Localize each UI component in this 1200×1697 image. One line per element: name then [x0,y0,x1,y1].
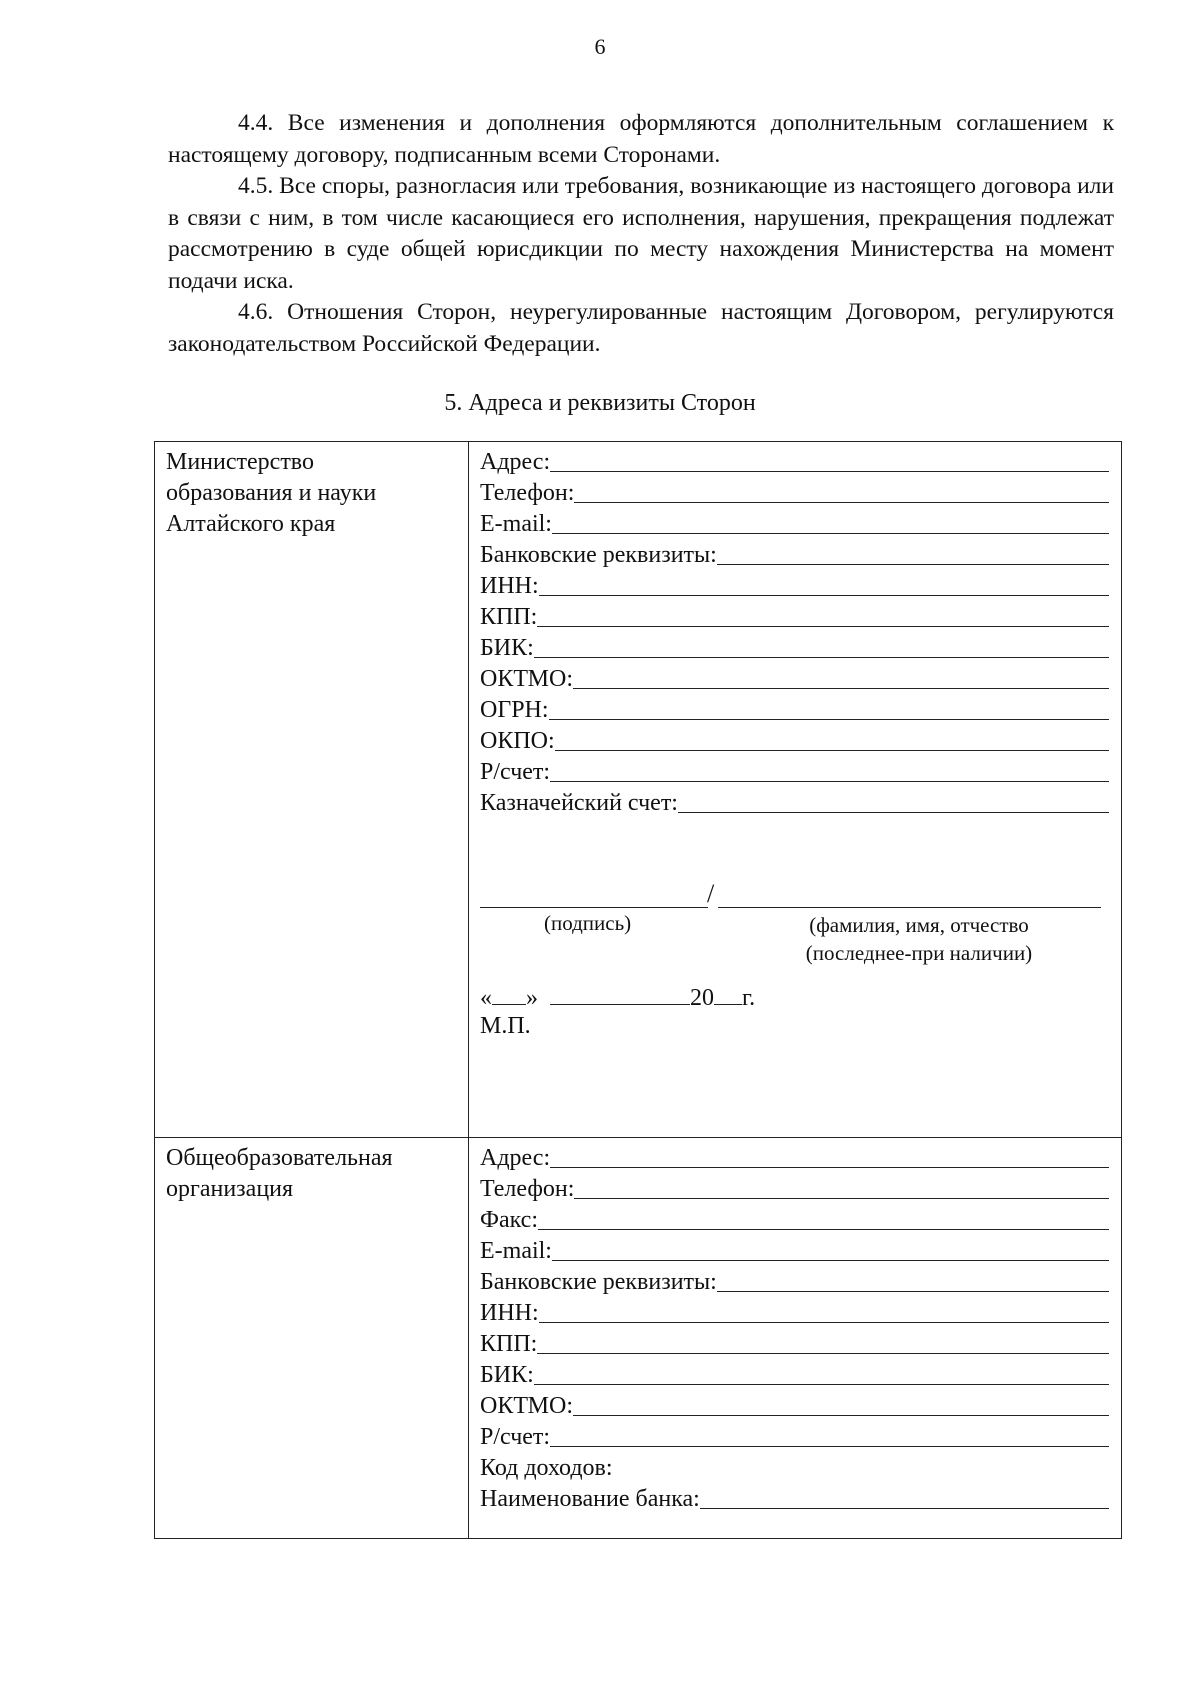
organization-name-cell [155,1138,469,1539]
clause-4-4: 4.4. Все изменения и дополнения оформляются дополнительным соглашением к настоящему договору, подписанным всеми Сторонами. [168,110,1114,168]
ministry-field-phone [480,476,1109,507]
fill-line [574,1198,1109,1199]
org-field-bank-details [480,1265,1109,1296]
ministry-field-bank-details [480,538,1109,569]
org-field-income-code: Код доходов: [480,1455,613,1481]
org-field-email [480,1234,1109,1265]
ministry-field-bik [480,631,1109,662]
fill-line [538,1229,1109,1230]
field-label: Телефон: [480,1176,575,1202]
clause-4-6: 4.6. Отношения Сторон, неурегулированные настоящим Договором, регулируются законодательством Российской Федерации. [168,299,1114,357]
ministry-field-inn [480,569,1109,600]
fill-line [555,750,1109,751]
organization-name-line: Общеобразовательная [166,1145,393,1171]
full-name-caption [769,911,1069,967]
field-label: Факс: [480,1207,538,1233]
full-name-line [718,907,1101,908]
clause-4-5: 4.5. Все споры, разногласия или требования, возникающие из настоящего договора или в связи с ним, в том числе касающиеся его исполнения, нарушения, прекращения подлежат рассмотрению в суде общей юрисдикции по месту нахождения Министерства на момент подачи иска. [168,173,1114,294]
fill-line [549,719,1109,720]
ministry-name-cell [155,442,469,1138]
field-label: Казначейский счет: [480,790,678,816]
org-field-address [480,1141,1109,1172]
ministry-field-address [480,445,1109,476]
fill-line [550,1167,1109,1168]
year-suffix: г. [742,985,756,1011]
field-label: Р/счет: [480,759,551,785]
fill-line [539,1322,1109,1323]
fill-line [534,657,1109,658]
organization-name [155,1138,468,1205]
ministry-field-oktmo [480,662,1109,693]
signature-slash: / [707,879,715,908]
org-field-inn [480,1296,1109,1327]
field-label: ОГРН: [480,697,549,723]
fill-line [550,781,1109,782]
field-label: ОКТМО: [480,1393,574,1419]
org-field-phone [480,1172,1109,1203]
field-label: ИНН: [480,573,539,599]
fill-line [717,1291,1109,1292]
organization-row [155,1138,1122,1539]
ministry-field-email [480,507,1109,538]
date-line [480,983,755,1013]
section-title: 5. Адреса и реквизиты Сторон [444,390,756,416]
fill-line [550,1446,1109,1447]
field-label: Адрес: [480,1145,551,1171]
signature-block [469,817,1121,1096]
field-label: E-mail: [480,511,552,537]
signature-caption: (подпись) [544,911,632,935]
field-label: КПП: [480,604,538,630]
field-label: ИНН: [480,1300,539,1326]
stamp-label: М.П. [480,1013,531,1039]
field-label: Наименование банка: [480,1486,700,1512]
ministry-name-line: образования и науки [166,480,377,506]
fill-line [539,595,1109,596]
ministry-details-cell [469,442,1122,1138]
fill-line [552,533,1109,534]
ministry-name-line: Министерство [166,449,314,475]
org-field-kpp [480,1327,1109,1358]
fill-line [537,1353,1109,1354]
org-field-bik [480,1358,1109,1389]
field-label: Банковские реквизиты: [480,542,717,568]
fill-line [574,502,1109,503]
ministry-fields [469,442,1121,817]
contract-clauses [168,108,1114,360]
field-label: Телефон: [480,480,575,506]
page-number: 6 [594,34,606,59]
field-label: БИК: [480,1362,534,1388]
ministry-field-ogrn [480,693,1109,724]
organization-name-line: организация [166,1176,294,1202]
ministry-field-treasury-account [480,786,1109,817]
ministry-row [155,442,1122,1138]
org-field-account [480,1420,1109,1451]
fill-line [550,471,1109,472]
fill-line [700,1508,1109,1509]
field-label: ОКТМО: [480,666,574,692]
ministry-name [155,442,468,540]
organization-details-cell [469,1138,1122,1539]
ministry-field-okpo [480,724,1109,755]
field-label: Р/счет: [480,1424,551,1450]
field-label: БИК: [480,635,534,661]
signature-line [480,907,708,908]
day-blank [492,984,526,1005]
organization-fields [469,1138,1121,1513]
fill-line [552,1260,1109,1261]
field-label: КПП: [480,1331,538,1357]
org-field-bank-name [480,1482,1109,1513]
field-label: E-mail: [480,1238,552,1264]
field-label: Банковские реквизиты: [480,1269,717,1295]
fill-line [678,812,1109,813]
fill-line [537,626,1109,627]
year-blank [714,984,742,1005]
org-field-oktmo [480,1389,1109,1420]
ministry-name-line: Алтайского края [166,511,336,537]
fill-line [717,564,1109,565]
field-label: Адрес: [480,449,551,475]
fill-line [573,688,1109,689]
fill-line [573,1415,1109,1416]
full-name-caption-line: (последнее-при наличии) [805,941,1033,965]
requisites-table [154,441,1122,1539]
fill-line [534,1384,1109,1385]
date-close-quote: » [526,985,538,1011]
org-field-fax [480,1203,1109,1234]
month-blank [550,984,690,1005]
full-name-caption-line: (фамилия, имя, отчество [809,913,1029,937]
year-prefix: 20 [690,985,714,1011]
date-open-quote: « [480,985,492,1011]
field-label: ОКПО: [480,728,555,754]
ministry-field-account [480,755,1109,786]
ministry-field-kpp [480,600,1109,631]
